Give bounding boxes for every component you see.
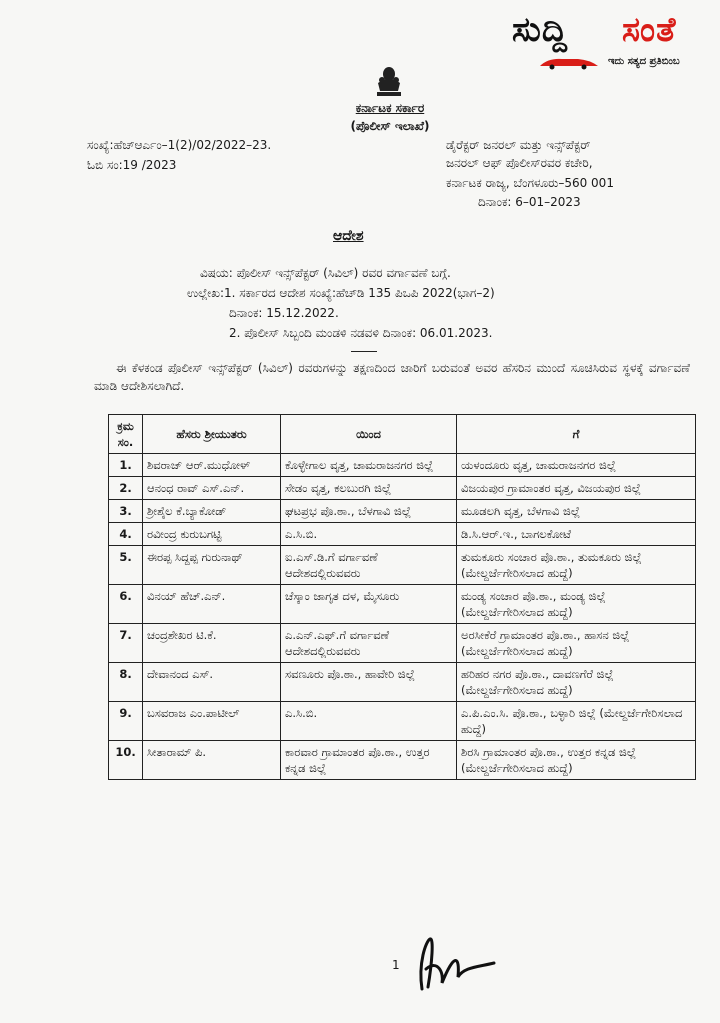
cell-from: ಕೊಳ್ಳೇಗಾಲ ವೃತ್ತ, ಚಾಮರಾಜನಗರ ಜಿಲ್ಲೆ	[281, 454, 457, 477]
car-icon	[538, 54, 600, 70]
office-address-line: ಡೈರೆಕ್ಟರ್ ಜನರಲ್ ಮತ್ತು ಇನ್ಸ್‌ಪೆಕ್ಟರ್	[446, 138, 591, 152]
table-row	[109, 477, 696, 500]
cell-from: ಎ.ಎನ್.ಎಫ್.ಗೆ ವರ್ಗಾವಣೆ ಆದೇಶದಲ್ಲಿರುವವರು	[281, 624, 457, 663]
order-date: ದಿನಾಂಕ: 6–01–2023	[478, 195, 581, 209]
cell-from: ಎ.ಸಿ.ಬಿ.	[281, 523, 457, 546]
cell-name: ವಿನಯ್ ಹೆಚ್.ಎನ್.	[143, 585, 281, 624]
table-row	[109, 523, 696, 546]
divider	[351, 351, 377, 352]
cell-to: ಮಂಡ್ಯ ಸಂಚಾರ ಪೊ.ಠಾ., ಮಂಡ್ಯ ಜಿಲ್ಲೆ (ಮೇಲ್ದರ್ಜೆಗೇರಿಸಲಾದ ಹುದ್ದೆ)	[457, 585, 696, 624]
cell-name: ಶಿವರಾಜ್ ಆರ್.ಮುಧೋಳ್	[143, 454, 281, 477]
government-title: ಕರ್ನಾಟಕ ಸರ್ಕಾರ	[355, 101, 425, 115]
order-reference-1: ಉಲ್ಲೇಖ:1. ಸರ್ಕಾರದ ಆದೇಶ ಸಂಖ್ಯೆ:ಹೆಚ್‌ಡಿ 135 ಪಿಒಪಿ 2022(ಭಾಗ–2)	[187, 286, 495, 300]
cell-serial: 10.	[109, 741, 143, 780]
logo-tagline: ಇದು ಸತ್ಯದ ಪ್ರತಿಬಿಂಬ	[608, 56, 680, 67]
cell-from: ಕಾರವಾರ ಗ್ರಾಮಾಂತರ ಪೊ.ಠಾ., ಉತ್ತರ ಕನ್ನಡ ಜಿಲ್ಲೆ	[281, 741, 457, 780]
cell-serial: 5.	[109, 546, 143, 585]
order-reference-2: 2. ಪೊಲೀಸ್ ಸಿಬ್ಬಂದಿ ಮಂಡಳಿ ನಡವಳಿ ದಿನಾಂಕ: 06.01.2023.	[229, 326, 493, 340]
table-row	[109, 546, 696, 585]
table-row	[109, 454, 696, 477]
cell-name: ಚಂದ್ರಶೇಖರ ಟಿ.ಕೆ.	[143, 624, 281, 663]
order-title: ಆದೇಶ	[333, 228, 364, 244]
cell-to: ಅರಸೀಕೆರೆ ಗ್ರಾಮಾಂತರ ಪೊ.ಠಾ., ಹಾಸನ ಜಿಲ್ಲೆ (ಮೇಲ್ದರ್ಜೆಗೇರಿಸಲಾದ ಹುದ್ದೆ)	[457, 624, 696, 663]
department-title: (ಪೊಲೀಸ್ ಇಲಾಖೆ)	[350, 119, 430, 133]
transfer-table	[108, 414, 696, 780]
table-row	[109, 624, 696, 663]
table-row	[109, 500, 696, 523]
cell-to: ತುಮಕೂರು ಸಂಚಾರ ಪೊ.ಠಾ., ತುಮಕೂರು ಜಿಲ್ಲೆ (ಮೇಲ್ದರ್ಜೆಗೇರಿಸಲಾದ ಹುದ್ದೆ)	[457, 546, 696, 585]
karnataka-emblem-icon	[374, 65, 404, 97]
cell-serial: 8.	[109, 663, 143, 702]
cell-name: ರವೀಂದ್ರ ಕುರುಬಗಟ್ಟಿ	[143, 523, 281, 546]
cell-to: ಮೂಡಲಗಿ ವೃತ್ತ, ಬೆಳಗಾವಿ ಜಿಲ್ಲೆ	[457, 500, 696, 523]
table-row	[109, 585, 696, 624]
cell-from: ಸೇಡಂ ವೃತ್ತ, ಕಲಬುರಗಿ ಜಿಲ್ಲೆ	[281, 477, 457, 500]
cell-to: ವಿಜಯಪುರ ಗ್ರಾಮಾಂತರ ವೃತ್ತ, ವಿಜಯಪುರ ಜಿಲ್ಲೆ	[457, 477, 696, 500]
cell-name: ಆನಂಧ ರಾವ್ ಎಸ್.ಎನ್.	[143, 477, 281, 500]
office-address-line: ಕರ್ನಾಟಕ ರಾಜ್ಯ, ಬೆಂಗಳೂರು–560 001	[446, 176, 614, 190]
cell-serial: 3.	[109, 500, 143, 523]
logo-word-1: ಸುದ್ದಿ	[512, 10, 568, 50]
table-row	[109, 663, 696, 702]
table-header-row	[109, 415, 696, 454]
table-row	[109, 702, 696, 741]
order-reference-1-date: ದಿನಾಂಕ: 15.12.2022.	[229, 306, 339, 320]
cell-from: ಐ.ಎಸ್.ಡಿ.ಗೆ ವರ್ಗಾವಣೆ ಆದೇಶದಲ್ಲಿರುವವರು	[281, 546, 457, 585]
cell-serial: 7.	[109, 624, 143, 663]
cell-to: ಯಳಂದೂರು ವೃತ್ತ, ಚಾಮರಾಜನಗರ ಜಿಲ್ಲೆ	[457, 454, 696, 477]
reference-number: ಸಂಖ್ಯೆ:ಹೆಚ್ಆರ್ಎಂ–1(2)/02/2022–23.	[87, 138, 272, 152]
cell-to: ಶಿರಸಿ ಗ್ರಾಮಾಂತರ ಪೊ.ಠಾ., ಉತ್ತರ ಕನ್ನಡ ಜಿಲ್ಲೆ (ಮೇಲ್ದರ್ಜೆಗೇರಿಸಲಾದ ಹುದ್ದೆ)	[457, 741, 696, 780]
cell-name: ಈರಪ್ಪ ಸಿದ್ದಪ್ಪ ಗುರುನಾಥ್	[143, 546, 281, 585]
table-row	[109, 741, 696, 780]
cell-serial: 6.	[109, 585, 143, 624]
office-address-line: ಜನರಲ್ ಆಫ್ ಪೊಲೀಸ್‌ರವರ ಕಚೇರಿ,	[446, 156, 593, 170]
page-number: 1	[392, 958, 400, 972]
cell-serial: 4.	[109, 523, 143, 546]
cell-from: ಎ.ಸಿ.ಬಿ.	[281, 702, 457, 741]
site-logo[interactable]	[512, 10, 717, 78]
cell-to: ಹರಿಹರ ನಗರ ಪೊ.ಠಾ., ದಾವಣಗೆರೆ ಜಿಲ್ಲೆ (ಮೇಲ್ದರ್ಜೆಗೇರಿಸಲಾದ ಹುದ್ದೆ)	[457, 663, 696, 702]
cell-name: ಸೀತಾರಾಮ್ ಪಿ.	[143, 741, 281, 780]
cell-serial: 9.	[109, 702, 143, 741]
header-serial: ಕ್ರಮ ಸಂ.	[109, 415, 143, 454]
order-subject: ವಿಷಯ: ಪೊಲೀಸ್ ಇನ್ಸ್‌ಪೆಕ್ಟರ್ (ಸಿವಿಲ್) ರವರ ವರ್ಗಾವಣೆ ಬಗ್ಗೆ.	[200, 266, 451, 280]
cell-from: ಘಟಪ್ರಭ ಪೊ.ಠಾ., ಬೆಳಗಾವಿ ಜಿಲ್ಲೆ	[281, 500, 457, 523]
logo-word-2: ಸಂತೆ	[622, 10, 677, 50]
cell-from: ಚೆಸ್ಕಾಂ ಜಾಗೃತ ದಳ, ಮೈಸೂರು	[281, 585, 457, 624]
header-from: ಯಿಂದ	[281, 415, 457, 454]
cell-name: ಶ್ರೀಶೈಲ ಕೆ.ಬ್ಯಾಕೋಡ್	[143, 500, 281, 523]
header-name: ಹೆಸರು ಶ್ರೀಯುತರು	[143, 415, 281, 454]
ob-number: ಓಬಿ ಸಂ:19 /2023	[87, 158, 177, 172]
order-body: ಈ ಕೆಳಕಂಡ ಪೊಲೀಸ್ ಇನ್ಸ್‌ಪೆಕ್ಟರ್ (ಸಿವಿಲ್) ರವರುಗಳನ್ನು ತಕ್ಷಣದಿಂದ ಜಾರಿಗೆ ಬರುವಂತೆ ಅವರ ಹೆಸರಿನ ಮುಂದೆ ಸೂಚಿಸಿರುವ ಸ್ಥಳಕ್ಕೆ ವರ್ಗಾವಣೆ ಮಾಡಿ ಆದೇಶಿಸಲಾಗಿದೆ.	[94, 361, 690, 393]
signature-icon	[408, 933, 498, 995]
cell-to: ಡಿ.ಸಿ.ಆರ್.ಇ., ಬಾಗಲಕೋಟೆ	[457, 523, 696, 546]
cell-name: ದೇವಾನಂದ ಎಸ್.	[143, 663, 281, 702]
cell-name: ಬಸವರಾಜ ಎಂ.ಪಾಟೀಲ್	[143, 702, 281, 741]
cell-to: ಎ.ಪಿ.ಎಂ.ಸಿ. ಪೊ.ಠಾ., ಬಳ್ಳಾರಿ ಜಿಲ್ಲೆ (ಮೇಲ್ದರ್ಜೆಗೇರಿಸಲಾದ ಹುದ್ದೆ)	[457, 702, 696, 741]
header-to: ಗೆ	[457, 415, 696, 454]
cell-serial: 1.	[109, 454, 143, 477]
cell-serial: 2.	[109, 477, 143, 500]
cell-from: ಸವಣೂರು ಪೊ.ಠಾ., ಹಾವೇರಿ ಜಿಲ್ಲೆ	[281, 663, 457, 702]
